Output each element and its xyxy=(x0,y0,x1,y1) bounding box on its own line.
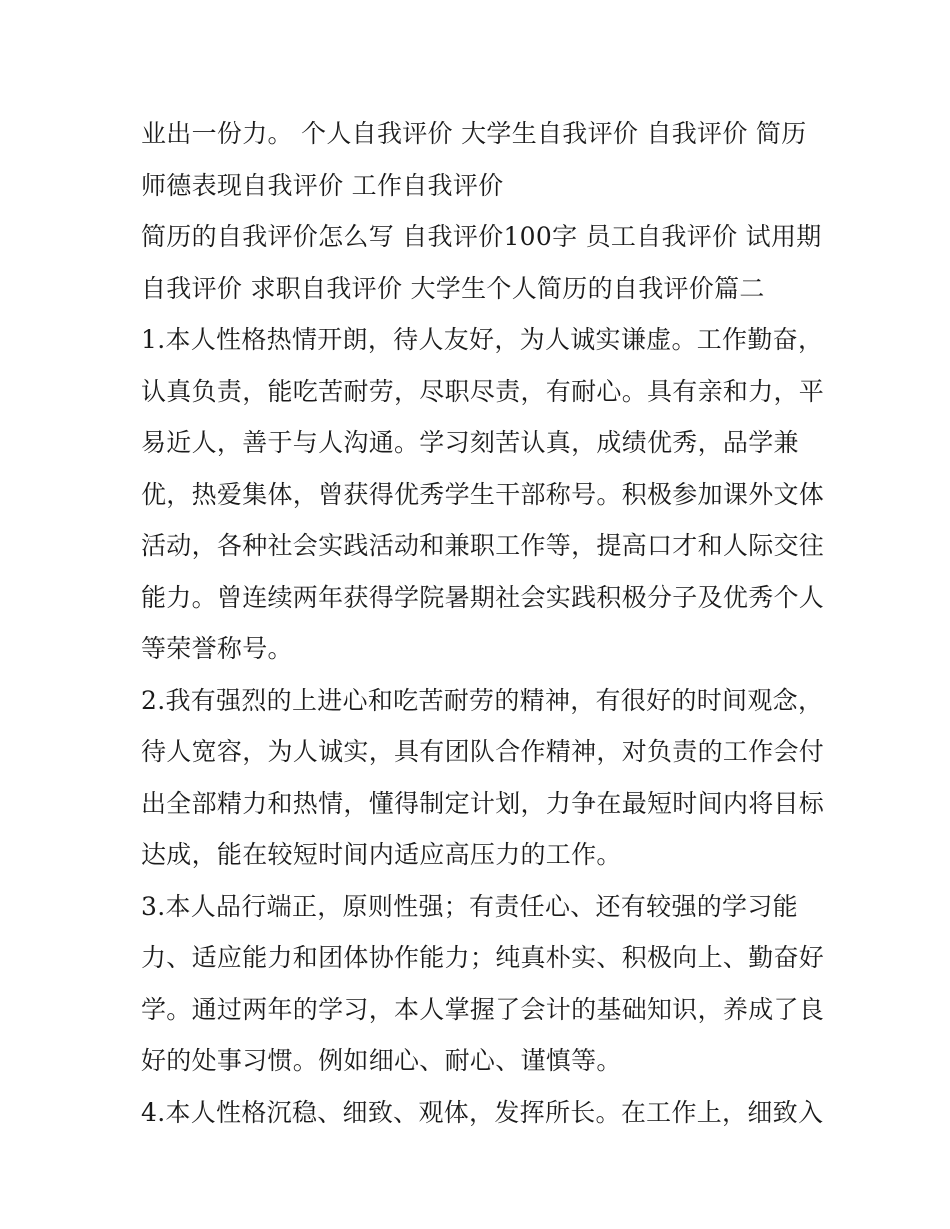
paragraph-line: 达成，能在较短时间内适应高压力的工作。 xyxy=(141,840,622,869)
paragraph-3 xyxy=(141,881,825,1087)
paragraph-2 xyxy=(141,675,825,881)
paragraph-line: 学。通过两年的学习，本人掌握了会计的基础知识，养成了良 xyxy=(141,994,825,1024)
intro-line: 业出一份力。 个人自我评价 大学生自我评价 自我评价 简历 xyxy=(141,119,807,148)
paragraph-line: 3.本人品行端正，原则性强；有责任心、还有较强的学习能 xyxy=(141,891,798,921)
paragraph-1 xyxy=(141,314,825,675)
intro-line: 简历的自我评价怎么写 自我评价100字 员工自我评价 试用期 xyxy=(141,222,822,251)
paragraph-line: 1.本人性格热情开朗，待人友好，为人诚实谦虚。工作勤奋， xyxy=(141,325,824,354)
paragraph-line: 优，热爱集体，曾获得优秀学生干部称号。积极参加课外文体 xyxy=(141,479,825,509)
document-body xyxy=(141,108,825,1138)
paragraph-line: 活动，各种社会实践活动和兼职工作等，提高口才和人际交往 xyxy=(141,531,825,560)
paragraph-line: 出全部精力和热情，懂得制定计划，力争在最短时间内将目标 xyxy=(141,788,825,818)
intro-section xyxy=(141,108,821,314)
intro-line: 师德表现自我评价 工作自我评价 xyxy=(141,170,504,200)
paragraph-4 xyxy=(141,1087,824,1139)
paragraph-line: 能力。曾连续两年获得学院暑期社会实践积极分子及优秀个人 xyxy=(141,582,825,612)
paragraph-line: 好的处事习惯。例如细心、耐心、谨慎等。 xyxy=(141,1046,622,1075)
paragraph-line: 等荣誉称号。 xyxy=(141,634,293,663)
paragraph-line: 4.本人性格沉稳、细致、观体，发挥所长。在工作上，细致入 xyxy=(141,1097,824,1127)
paragraph-line: 力、适应能力和团体协作能力；纯真朴实、积极向上、勤奋好 xyxy=(141,943,825,972)
paragraph-line: 待人宽容，为人诚实，具有团队合作精神，对负责的工作会付 xyxy=(141,737,825,766)
paragraph-line: 认真负责，能吃苦耐劳，尽职尽责，有耐心。具有亲和力，平 xyxy=(141,376,825,406)
intro-line: 自我评价 求职自我评价 大学生个人简历的自我评价篇二 xyxy=(141,273,765,303)
paragraph-line: 易近人，善于与人沟通。学习刻苦认真，成绩优秀，品学兼 xyxy=(141,428,799,457)
paragraph-line: 2.我有强烈的上进心和吃苦耐劳的精神，有很好的时间观念， xyxy=(141,685,824,715)
